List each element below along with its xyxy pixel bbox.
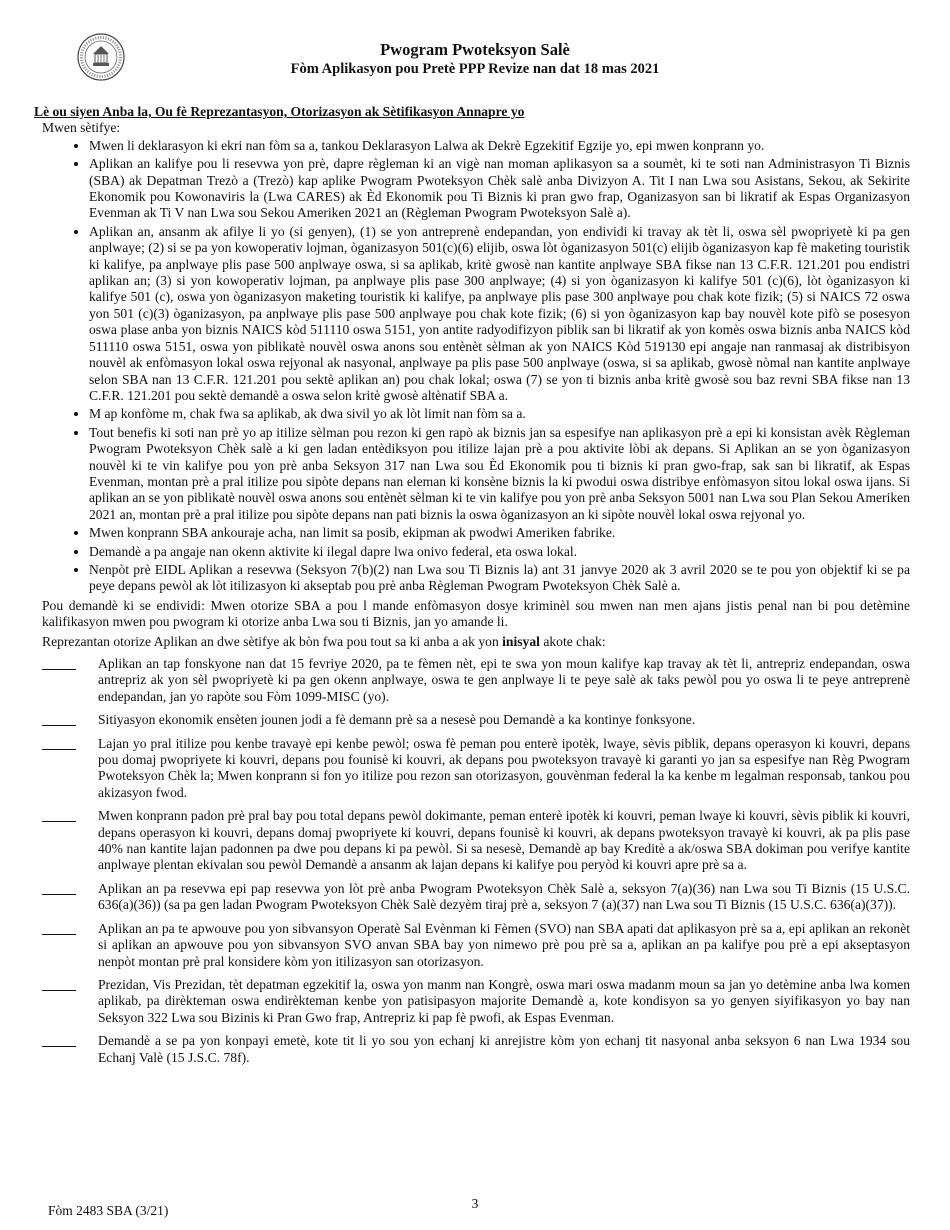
certification-bullet-list bbox=[34, 138, 910, 595]
initial-item bbox=[42, 736, 910, 802]
initials-list bbox=[34, 656, 910, 1066]
initial-item bbox=[42, 808, 910, 874]
initial-blank-line[interactable] bbox=[42, 656, 76, 670]
form-title: Pwogram Pwoteksyon Salè bbox=[380, 40, 570, 59]
initial-item-text: Aplikan an tap fonskyone nan dat 15 fevriye 2020, pa te fèmen nèt, epi te swa yon moun kalifye kap travay ak tèt li, antrepriz endepandan, oswa antrepriz ak yon sèl pwopriyetè ki pa gen okenn anplwaye, oswa te gen anplwaye li te peye salè ak taks pewòl pou yo oswa li te peye antreprenè endepandan, jan yo rapòte sou Fòm 1099-MISC (yo). bbox=[98, 656, 910, 704]
form-subtitle: Fòm Aplikasyon pou Pretè PPP Revize nan dat 18 mas 2021 bbox=[290, 61, 660, 77]
bullet-item: • Aplikan an, ansanm ak afilye li yo (si genyen), (1) se yon antreprenè endepandan, yon endividi ki travay ak tèt li, oswa sèl pwopriyetè ki pa gen anplwaye; (2) si se pa yon kowoperativ lojman, òganizasyon 501(c)(6) elijib, oswa lòt òganizasyon 501(c) elijib òganizasyon kap fè maketing touristik ki kalifye, pa anplwaye plis pase 500 anplwaye oswa, si sa aplikab, kritè gwosè nan kantite anplwaye SBA fikse nan 13 C.F.R. 121.201 pou endistri aplikan an; (3) si yon kowoperativ lojman, pa anplwaye plis pase 300 anplwaye; (4) si yon òganizasyon ki kalifye 501 (c)(6), lòt òganizasyon ki kalifye 501 (c), oswa yon òganizasyon maketing touristik ki kalifye, pa anplwaye plis pase 300 anplwaye pou chak kote fizik; (5) si NAICS 72 oswa yon 501 (c)(3) òganizasyon, pa anplwaye plis pase 500 anplwaye pou chak kote fizik; (6) si yon òganizasyon kap bay nouvèl kote pifò se posesyon oswa plase anba yon biznis NAICS kòd 511110 oswa 5151, yon antite radyodifizyon piblik san bi likratif ak yon komès oswa biznis anba NAICS kòd 511110 oswa 5151, oswa yon piblikatè nouvèl oswa anons sou entènèt sèlman ak yon NAICS Kòd 519130 epi angaje nan ranmasaj ak distribisyon nouvèl ak enfòmasyon lokal oswa rejyonal ak nasyonal, anplwaye pa plis pase 500 anplwaye (oswa, si sa aplikab, gwosè nòmal nan kantite anplwaye selon SBA nan 13 C.F.R. 121.201 pou sektè aplikan an) pou chak lokal; oswa (7) se yon ti biznis anba kritè gwosè sou baz revni SBA fikse nan 13 C.F.R. 121.201 pou sektè demandè a oswa selon kritè gwosè altènatif SBA a. bbox=[89, 224, 910, 404]
initial-item bbox=[42, 1033, 910, 1066]
initial-item-text: Lajan yo pral itilize pou kenbe travayè epi kenbe pewòl; oswa fè peman pou enterè ipotèk, lwaye, sèvis piblik, depans operasyon ki kouvri, depans pou domaj pwopriyete ki kouvri, depans pou founisè ki kouvri, ak depans pou pwoteksyon travayè ki garanti yo jan sa espesifye nan Règ Pwogram Pwoteksyon Chèk la; Mwen konprann si fon yo itilize pou rezon san otorizasyon, gouvènman federal la ka kenbe m legalman responsab, tankou pou akizasyon fwod. bbox=[98, 735, 910, 800]
initial-blank-line[interactable] bbox=[42, 808, 76, 822]
initial-blank-line[interactable] bbox=[42, 1033, 76, 1047]
initial-item bbox=[42, 977, 910, 1026]
initial-instruction-before: Reprezantan otorize Aplikan an dwe sètifye ak bòn fwa pou tout sa ki anba a ak yon bbox=[42, 633, 503, 649]
bullet-item: • M ap konfòme m, chak fwa sa aplikab, ak dwa sivil yo ak lòt limit nan fòm sa a. bbox=[89, 406, 910, 422]
certify-intro: Mwen sètifye: bbox=[42, 120, 121, 136]
initial-instruction-after: akote chak: bbox=[539, 633, 606, 649]
initial-item bbox=[42, 656, 910, 705]
initial-blank-line[interactable] bbox=[42, 736, 76, 750]
initial-item bbox=[42, 881, 910, 914]
initial-item-text: Aplikan an pa resevwa epi pap resevwa yon lòt prè anba Pwogram Pwoteksyon Chèk Salè a, seksyon 7(a)(36) nan Lwa sou Ti Biznis (15 U.S.C. 636(a)(36)) (sa pa gen ladan Pwogram Pwoteksyon Chèk Salè dezyèm tiraj prè a, seksyon 7 (a)(37) nan Lwa sou Ti Biznis (15 U.S.C. 636(a)(37)). bbox=[98, 880, 910, 913]
initial-blank-line[interactable] bbox=[42, 712, 76, 726]
certification-section bbox=[34, 104, 910, 1073]
initial-instruction bbox=[42, 634, 910, 650]
bullet-item: • Mwen li deklarasyon ki ekri nan fòm sa a, tankou Deklarasyon Lalwa ak Dekrè Egzekitif Egzije yo, epi mwen konprann yo. bbox=[89, 138, 910, 154]
initial-instruction-bold: inisyal bbox=[502, 633, 540, 649]
initial-item-text: Aplikan an pa te apwouve pou yon sibvansyon Operatè Sal Evènman ki Fèmen (SVO) nan SBA apati dat aplikasyon prè sa a, epi aplikan an rekonèt si aplikan an apwouve pou yon sibvansyon SVO anvan SBA bay yon nimewo prè pou prè sa a, aplikan an pa kalifye pou prè a epi akseptasyon nenpòt montan prè pral konsidere kòm yon itilizasyon san otorizasyon. bbox=[98, 920, 910, 969]
initial-blank-line[interactable] bbox=[42, 921, 76, 935]
individual-authorization-text: Pou demandè ki se endividi: Mwen otorize SBA a pou l mande enfòmasyon dosye kriminèl sou mwen nan men ajans jistis penal nan bi pou detèmine kalifikasyon mwen pou pwogram ki otorize anba Lwa sou ti Biznis, jan yo amande li. bbox=[42, 597, 910, 630]
initial-blank-line[interactable] bbox=[42, 881, 76, 895]
initial-item bbox=[42, 712, 910, 728]
initial-item-text: Mwen konprann padon prè pral bay pou total depans pewòl dokimante, peman enterè ipotèk ki kouvri, peman lwaye ki kouvri, sèvis piblik ki kouvri, depans operasyon ki kouvri, depans domaj pwopriyete ki kouvri, depans founisè ki kouvri, ak depans pwoteksyon travayè ki kouvri, ak pa plis pase 40% nan kantite lajan padonnen pa dwe pou depans ki pa pewòl. Si sa nesesè, Demandè ap bay Kreditè a ak/oswa SBA dokiman pou verifye kantite anplwaye plentan ekivalan sou pewòl Demandè a ansanm ak lajan depans ki kalifye pou peryòd ki kouvri apre prè sa a. bbox=[98, 808, 910, 873]
initial-item-text: Sitiyasyon ekonomik ensèten jounen jodi a fè demann prè sa a nesesè pou Demandè a ka kontinye fonksyone. bbox=[98, 712, 696, 728]
bullet-item: • Mwen konprann SBA ankouraje acha, nan limit sa posib, ekipman ak pwodwi Ameriken fabrike. bbox=[89, 525, 910, 541]
initial-item-text: Demandè a se pa yon konpayi emetè, kote tit li yo sou yon echanj ki anrejistre kòm yon echanj tit nasyonal anba seksyon 6 nan Lwa 1934 sou Echanj Valè (15 J.S.C. 78f). bbox=[98, 1033, 910, 1065]
bullet-item: • Aplikan an kalifye pou li resevwa yon prè, dapre règleman ki an vigè nan moman aplikasyon sa a soumèt, ki te soti nan Administrasyon Ti Biznis (SBA) ak Depatman Trezò a (Trezò) kap aplike Pwogram Pwoteksyon Chèk salè anba Divizyon A. Tit I nan Lwa sou Asistans, Sekou, ak Sekirite Ekonomik pou Kowonaviris la (Lwa CARES) ak Èd Ekonomik pou Ti Biznis ki pran gwo frap, Oganizasyon san bi likratif ak Espas Organizasyon Evenman ak Ti V nan Lwa sou Sekou Ameriken 2021 an (Règleman Pwogram Pwoteksyon Salè a). bbox=[89, 156, 910, 222]
initial-blank-line[interactable] bbox=[42, 977, 76, 991]
page-number: 3 bbox=[471, 1196, 479, 1211]
initial-item bbox=[42, 921, 910, 970]
form-number: Fòm 2483 SBA (3/21) bbox=[48, 1203, 169, 1218]
bullet-item: • Demandè a pa angaje nan okenn aktivite ki ilegal dapre lwa onivo federal, eta oswa lokal. bbox=[89, 544, 910, 560]
bullet-item: • Nenpòt prè EIDL Aplikan a resevwa (Seksyon 7(b)(2) nan Lwa sou Ti Biznis la) ant 31 janvye 2020 ak 3 avril 2020 se te pou yon objektif ki se pa peye depans pewòl ak lòt itilizasyon ki akseptab pou prè anba Règleman Pwogram Pwoteksyon Chèk Salè a. bbox=[89, 562, 910, 595]
initial-item-text: Prezidan, Vis Prezidan, tèt depatman egzekitif la, oswa yon manm nan Kongrè, oswa mari oswa madanm moun sa jan yo detèmine anba lwa komen aplikab, pa dirèkteman oswa endirèkteman kenbe yon patisipasyon majorite Demandè a, kote kondisyon sa yo genyen siyifikasyon yo bay nan Seksyon 322 Lwa sou Bizinis ki Pran Gwo frap, Antrepriz ki pap fè pwofi, ak Espas Evenman. bbox=[98, 976, 910, 1025]
bullet-item: • Tout benefis ki soti nan prè yo ap itilize sèlman pou rezon ki gen rapò ak biznis jan sa espesifye nan aplikasyon prè a epi ki konsistan avèk Règleman Pwogram Pwoteksyon Chèk salè a ki gen ladan entèdiksyon pou itilize lajan prè a pou aktivite lòbi ak depans. Si Aplikan an se yon òganizasyon nouvèl ki te vin kalifye pou yon prè anba Seksyon 317 nan Lwa sou Èd Ekonomik pou ti biznis ki pran gwo-frap, sak san bi likratif, ak Espas Evenman, montan prè a pral itilize pou sipòte depans nan eleman ki konsène biznis la ki pwodui oswa distribye enfòmasyon sitou lokal oswa ijans. Si aplikan an se yon piblikatè nouvèl oswa anons sou entènèt sèlman ki te vin kalifye pou yon prè anba Seksyon 5001 nan Lwa sou Plan Sekou Ameriken 2021 an, montan prè a pral itilize pou sipòte depans nan pati biznis la oswa òganizasyon an ki sipòte nouvèl lokal oswa rejyonal yo. bbox=[89, 425, 910, 523]
section-heading: Lè ou siyen Anba la, Ou fè Reprezantasyon, Otorizasyon ak Sètifikasyon Annapre yo bbox=[34, 104, 525, 119]
